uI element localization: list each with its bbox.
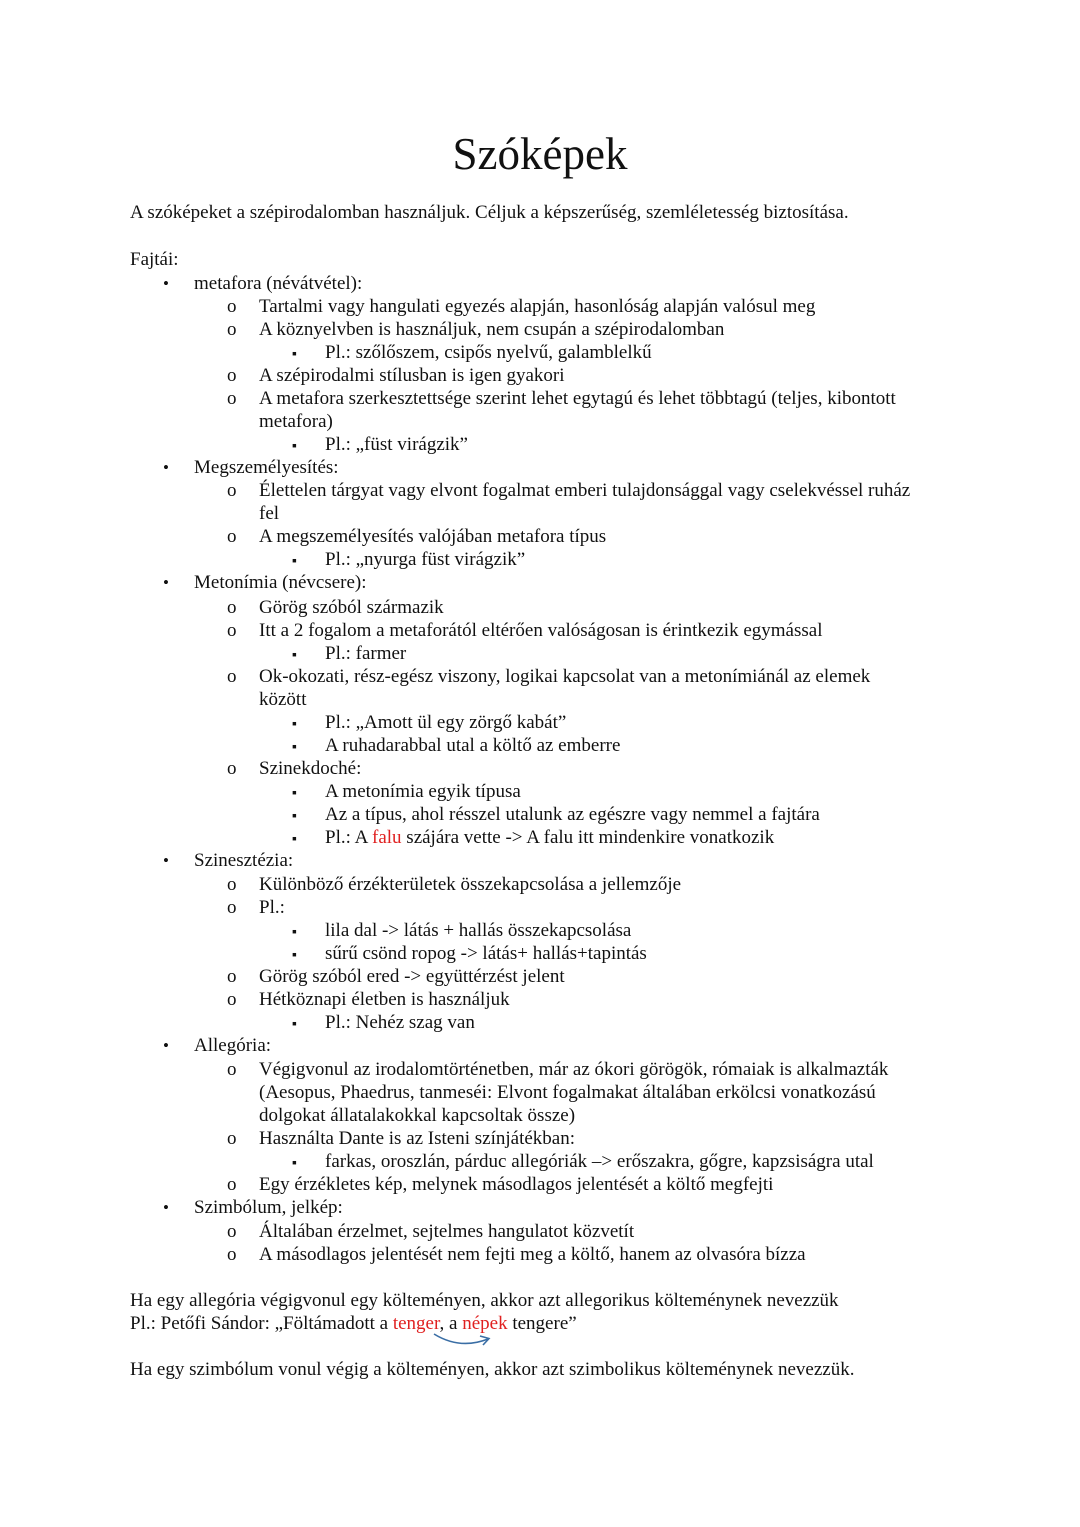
- list-item-szimbolum: [163, 1196, 343, 1219]
- list-item-continuation: dolgokat állatalakokkal kapcsoltak össze): [259, 1105, 576, 1126]
- list-item-allegoria: [163, 1034, 271, 1057]
- example-text: Pl.: A: [325, 827, 372, 848]
- bullet-icon: •: [163, 1198, 169, 1217]
- example-text: lila dal -> látás + hallás összekapcsolása: [325, 920, 632, 941]
- list-item-text: A másodlagos jelentését nem fejti meg a költő, hanem az olvasóra bízza: [259, 1244, 806, 1265]
- example-text: Pl.: „Amott ül egy zörgő kabát”: [325, 712, 567, 733]
- square-bullet-icon: ▪: [292, 648, 297, 663]
- list-item: [227, 988, 510, 1011]
- list-item-text: A szépirodalmi stílusban is igen gyakori: [259, 365, 565, 386]
- list-item: [227, 873, 681, 896]
- example-item: [292, 711, 566, 736]
- circle-bullet-icon: o: [227, 365, 237, 386]
- example-item: [292, 826, 774, 851]
- square-bullet-icon: ▪: [292, 347, 297, 362]
- example-text: farkas, oroszlán, párduc allegóriák –> erőszakra, gőgre, kapzsiságra utal: [325, 1151, 874, 1172]
- example-text: A ruhadarabbal utal a költő az emberre: [325, 735, 621, 756]
- circle-bullet-icon: o: [227, 1221, 237, 1242]
- list-item-text: Végigvonul az irodalomtörténetben, már az ókori görögök, rómaiak is alkalmazták: [259, 1059, 889, 1080]
- circle-bullet-icon: o: [227, 966, 237, 987]
- list-item-text: Egy érzékletes kép, melynek másodlagos jelentését a költő megfejti: [259, 1174, 774, 1195]
- circle-bullet-icon: o: [227, 758, 237, 779]
- example-item: [292, 1150, 874, 1175]
- circle-bullet-icon: o: [227, 480, 237, 501]
- list-item-text: Ok-okozati, rész-egész viszony, logikai kapcsolat van a metonímiánál az elemek: [259, 666, 871, 687]
- list-item-text: Itt a 2 fogalom a metaforától eltérően valóságosan is érintkezik egymással: [259, 620, 823, 641]
- square-bullet-icon: ▪: [292, 948, 297, 963]
- list-item-continuation: fel: [259, 503, 280, 524]
- circle-bullet-icon: o: [227, 1128, 237, 1149]
- circle-bullet-icon: o: [227, 1059, 237, 1080]
- list-item-continuation: metafora): [259, 411, 333, 432]
- example-item: [292, 803, 820, 828]
- example-text: Pl.: farmer: [325, 643, 407, 664]
- bullet-icon: •: [163, 1036, 169, 1055]
- square-bullet-icon: ▪: [292, 786, 297, 801]
- list-item-text: Élettelen tárgyat vagy elvont fogalmat emberi tulajdonsággal vagy cselekvéssel ruház: [259, 480, 911, 501]
- square-bullet-icon: ▪: [292, 1156, 297, 1171]
- example-item: [292, 433, 468, 458]
- list-item: [227, 757, 361, 780]
- circle-bullet-icon: o: [227, 620, 237, 641]
- highlighted-word: népek: [462, 1313, 508, 1334]
- example-text: Pl.: „füst virágzik”: [325, 434, 468, 455]
- list-item: [227, 1243, 806, 1266]
- list-item-text: Különböző érzékterületek összekapcsolása a jellemzője: [259, 874, 682, 895]
- list-item: [227, 318, 724, 341]
- circle-bullet-icon: o: [227, 526, 237, 547]
- square-bullet-icon: ▪: [292, 832, 297, 847]
- list-item: [227, 525, 606, 548]
- list-item: [227, 619, 822, 642]
- list-item-text: Általában érzelmet, sejtelmes hangulatot közvetít: [259, 1221, 635, 1242]
- list-item: [227, 665, 870, 688]
- types-label: Fajtái:: [130, 249, 179, 270]
- list-item-text: Szinekdoché:: [259, 758, 362, 779]
- list-item-metonimia: [163, 571, 367, 594]
- square-bullet-icon: ▪: [292, 740, 297, 755]
- example-item: [292, 341, 652, 366]
- circle-bullet-icon: o: [227, 1174, 237, 1195]
- list-item-text: Görög szóból ered -> együttérzést jelent: [259, 966, 565, 987]
- section-heading: Szinesztézia:: [194, 850, 294, 871]
- list-item-text: Pl.:: [259, 897, 285, 918]
- list-item: [227, 965, 565, 988]
- square-bullet-icon: ▪: [292, 809, 297, 824]
- circle-bullet-icon: o: [227, 897, 237, 918]
- footer-example: [130, 1312, 577, 1335]
- list-item: [227, 1173, 773, 1196]
- example-item: [292, 642, 406, 667]
- list-item: [227, 364, 565, 387]
- list-item-text: Tartalmi vagy hangulati egyezés alapján, hasonlóság alapján valósul meg: [259, 296, 816, 317]
- square-bullet-icon: ▪: [292, 1017, 297, 1032]
- bullet-icon: •: [163, 458, 169, 477]
- circle-bullet-icon: o: [227, 319, 237, 340]
- footer-paragraph: Ha egy szimbólum vonul végig a költeményen, akkor azt szimbolikus költeménynek nevezzük.: [130, 1359, 855, 1380]
- list-item: [227, 387, 896, 410]
- list-item-continuation: (Aesopus, Phaedrus, tanmeséi: Elvont fogalmakat általában erkölcsi vonatkozású: [259, 1082, 876, 1103]
- list-item-text: Hétköznapi életben is használjuk: [259, 989, 510, 1010]
- example-item: [292, 548, 525, 573]
- list-item: [227, 295, 815, 318]
- footer-paragraph: Ha egy allegória végigvonul egy költeményen, akkor azt allegorikus költeménynek nevezzük: [130, 1290, 839, 1311]
- circle-bullet-icon: o: [227, 1244, 237, 1265]
- list-item-metafora: [163, 272, 362, 295]
- section-heading: Szimbólum, jelkép:: [194, 1197, 343, 1218]
- example-item: [292, 734, 620, 759]
- section-heading: Megszemélyesítés:: [194, 457, 339, 478]
- list-item: [227, 1127, 575, 1150]
- intro-text: A szóképeket a szépirodalomban használjuk. Céljuk a képszerűség, szemléletesség biztosítása.: [130, 202, 849, 223]
- example-text: Az a típus, ahol résszel utalunk az egészre vagy nemmel a fajtára: [325, 804, 820, 825]
- example-text: Pl.: szőlőszem, csipős nyelvű, galamblelkű: [325, 342, 652, 363]
- list-item-text: A metafora szerkesztettsége szerint lehet egytagú és lehet többtagú (teljes, kibontott: [259, 388, 896, 409]
- square-bullet-icon: ▪: [292, 439, 297, 454]
- circle-bullet-icon: o: [227, 666, 237, 687]
- square-bullet-icon: ▪: [292, 925, 297, 940]
- section-heading: Metonímia (névcsere):: [194, 572, 367, 593]
- footer-example-text: tengere”: [507, 1313, 577, 1334]
- example-item: [292, 780, 521, 805]
- bullet-icon: •: [163, 274, 169, 293]
- highlighted-word: falu: [372, 827, 402, 848]
- circle-bullet-icon: o: [227, 296, 237, 317]
- example-text: szájára vette -> A falu itt mindenkire vonatkozik: [401, 827, 775, 848]
- circle-bullet-icon: o: [227, 388, 237, 409]
- example-text: Pl.: „nyurga füst virágzik”: [325, 549, 526, 570]
- circle-bullet-icon: o: [227, 874, 237, 895]
- list-item: [227, 479, 910, 502]
- example-text: A metonímia egyik típusa: [325, 781, 521, 802]
- circle-bullet-icon: o: [227, 597, 237, 618]
- list-item: [227, 596, 444, 619]
- list-item: [227, 1220, 634, 1243]
- list-item-continuation: között: [259, 689, 307, 710]
- page-title: Szóképek: [452, 129, 628, 179]
- section-heading: Allegória:: [194, 1035, 272, 1056]
- example-item: [292, 942, 647, 967]
- footer-example-text: , a: [439, 1313, 463, 1334]
- example-item: [292, 919, 631, 944]
- bullet-icon: •: [163, 851, 169, 870]
- circle-bullet-icon: o: [227, 989, 237, 1010]
- list-item: [227, 896, 285, 919]
- list-item-text: Görög szóból származik: [259, 597, 444, 618]
- example-text: sűrű csönd ropog -> látás+ hallás+tapintás: [325, 943, 647, 964]
- section-heading: metafora (névátvétel):: [194, 273, 363, 294]
- square-bullet-icon: ▪: [292, 554, 297, 569]
- list-item-text: Használta Dante is az Isteni színjátékban:: [259, 1128, 576, 1149]
- list-item-text: A köznyelvben is használjuk, nem csupán a szépirodalomban: [259, 319, 725, 340]
- square-bullet-icon: ▪: [292, 717, 297, 732]
- footer-example-text: Pl.: Petőfi Sándor: „Föltámadott a: [130, 1313, 393, 1334]
- list-item-text: A megszemélyesítés valójában metafora típus: [259, 526, 607, 547]
- curved-arrow-icon: [430, 1328, 500, 1352]
- list-item-szinesztezia: [163, 849, 293, 872]
- list-item: [227, 1058, 888, 1081]
- list-item-megszemelyesites: [163, 456, 339, 479]
- highlighted-word: tenger: [392, 1313, 440, 1334]
- example-item: [292, 1011, 475, 1036]
- bullet-icon: •: [163, 573, 169, 592]
- example-text: Pl.: Nehéz szag van: [325, 1012, 475, 1033]
